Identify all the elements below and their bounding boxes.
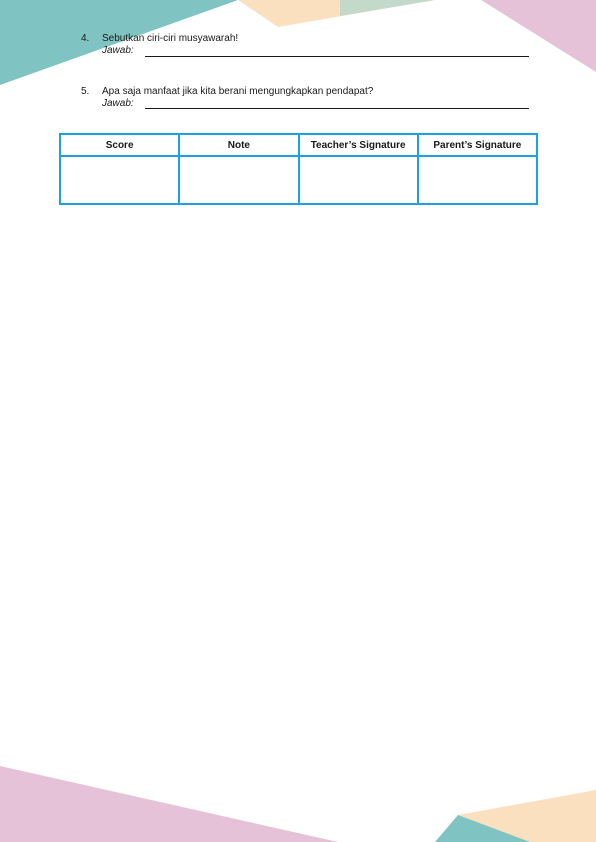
question-4-text: Sebutkan ciri-ciri musyawarah! — [102, 33, 239, 44]
table-header-row — [60, 134, 537, 156]
question-4-number: 4. — [81, 33, 90, 44]
note-cell[interactable] — [179, 156, 298, 204]
question-5-number: 5. — [81, 86, 90, 97]
question-4 — [81, 33, 238, 45]
bottom-left-pink-shape — [0, 766, 338, 842]
top-right-pink-shape — [481, 0, 596, 72]
table-row — [60, 156, 537, 204]
answer-5-line[interactable] — [145, 100, 529, 109]
header-score: Score — [60, 134, 179, 156]
header-note: Note — [179, 134, 298, 156]
answer-4-label: Jawab: — [102, 45, 134, 56]
question-5 — [81, 86, 373, 98]
score-cell[interactable] — [60, 156, 179, 204]
header-parent-signature: Parent’s Signature — [418, 134, 537, 156]
signature-table — [59, 133, 538, 205]
parent-signature-cell[interactable] — [418, 156, 537, 204]
answer-4-line[interactable] — [145, 47, 529, 57]
answer-5-label: Jawab: — [102, 98, 134, 109]
header-teacher-signature: Teacher’s Signature — [299, 134, 418, 156]
question-5-text: Apa saja manfaat jika kita berani mengungkapkan pendapat? — [102, 86, 374, 97]
teacher-signature-cell[interactable] — [299, 156, 418, 204]
